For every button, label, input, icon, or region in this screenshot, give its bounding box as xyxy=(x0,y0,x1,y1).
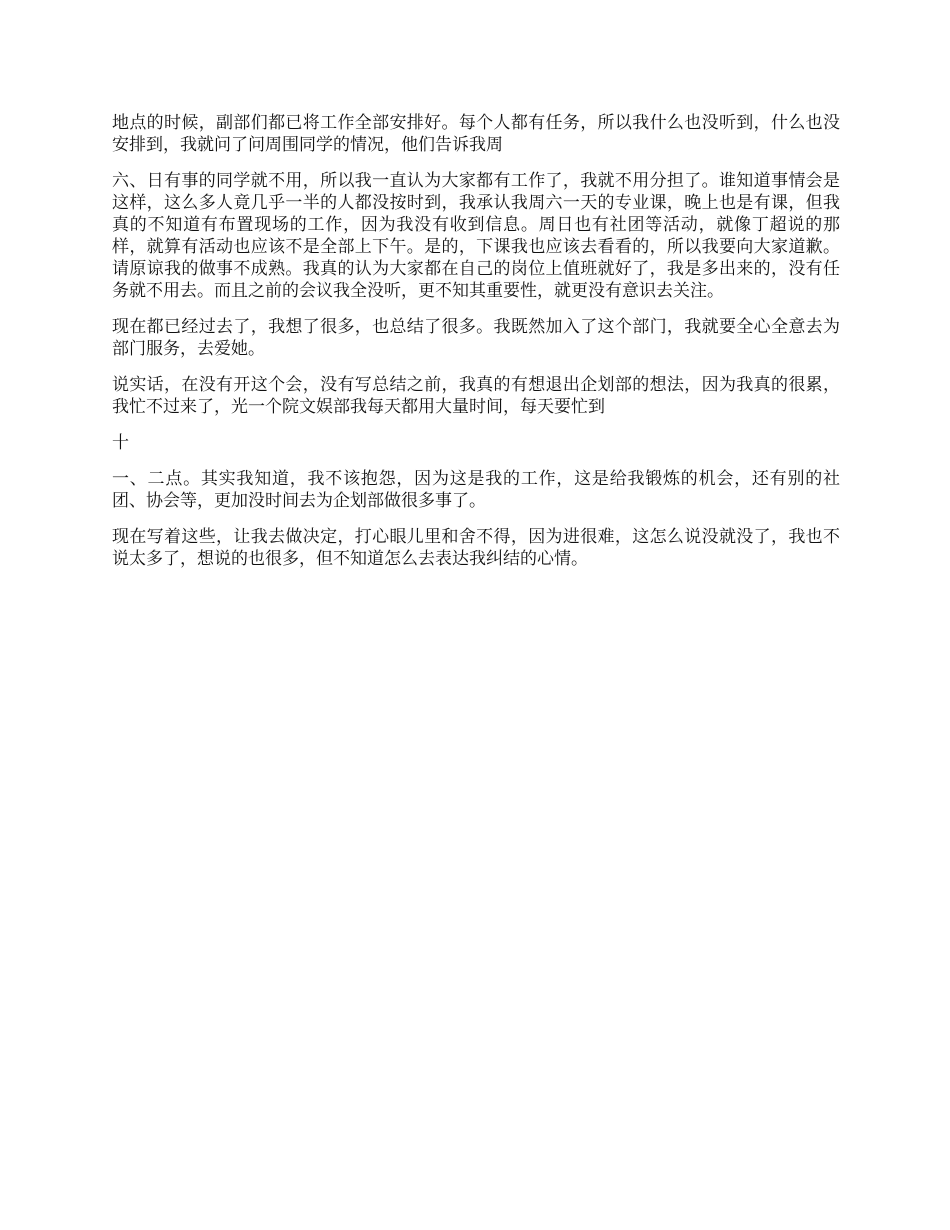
paragraph-2: 六、日有事的同学就不用，所以我一直认为大家都有工作了，我就不用分担了。谁知道事情会是这样，这么多人竟几乎一半的人都没按时到，我承认我周六一天的专业课，晚上也是有课，但我真的不知道有布置现场的工作，因为我没有收到信息。周日也有社团等活动，就像丁超说的那样，就算有活动也应该不是全部上下午。是的，下课我也应该去看看的，所以我要向大家道歉。请原谅我的做事不成熟。我真的认为大家都在自己的岗位上值班就好了，我是多出来的，没有任务就不用去。而且之前的会议我全没听，更不知其重要性，就更没有意识去关注。 xyxy=(112,171,840,301)
document-body xyxy=(112,112,840,584)
paragraph-7: 现在写着这些，让我去做决定，打心眼儿里和舍不得，因为进很难，这怎么说没就没了，我也不说太多了，想说的也很多，但不知道怎么去表达我纠结的心情。 xyxy=(112,527,840,569)
paragraph-6: 一、二点。其实我知道，我不该抱怨，因为这是我的工作，这是给我锻炼的机会，还有别的社团、协会等，更加没时间去为企划部做很多事了。 xyxy=(112,469,840,511)
paragraph-1: 地点的时候，副部们都已将工作全部安排好。每个人都有任务，所以我什么也没听到，什么也没安排到，我就问了问周围同学的情况，他们告诉我周 xyxy=(112,113,840,155)
paragraph-4: 说实话，在没有开这个会，没有写总结之前，我真的有想退出企划部的想法，因为我真的很累，我忙不过来了，光一个院文娱部我每天都用大量时间，每天要忙到 xyxy=(112,375,840,417)
paragraph-3: 现在都已经过去了，我想了很多，也总结了很多。我既然加入了这个部门，我就要全心全意去为部门服务，去爱她。 xyxy=(112,317,840,359)
paragraph-5: 十 xyxy=(112,433,129,453)
